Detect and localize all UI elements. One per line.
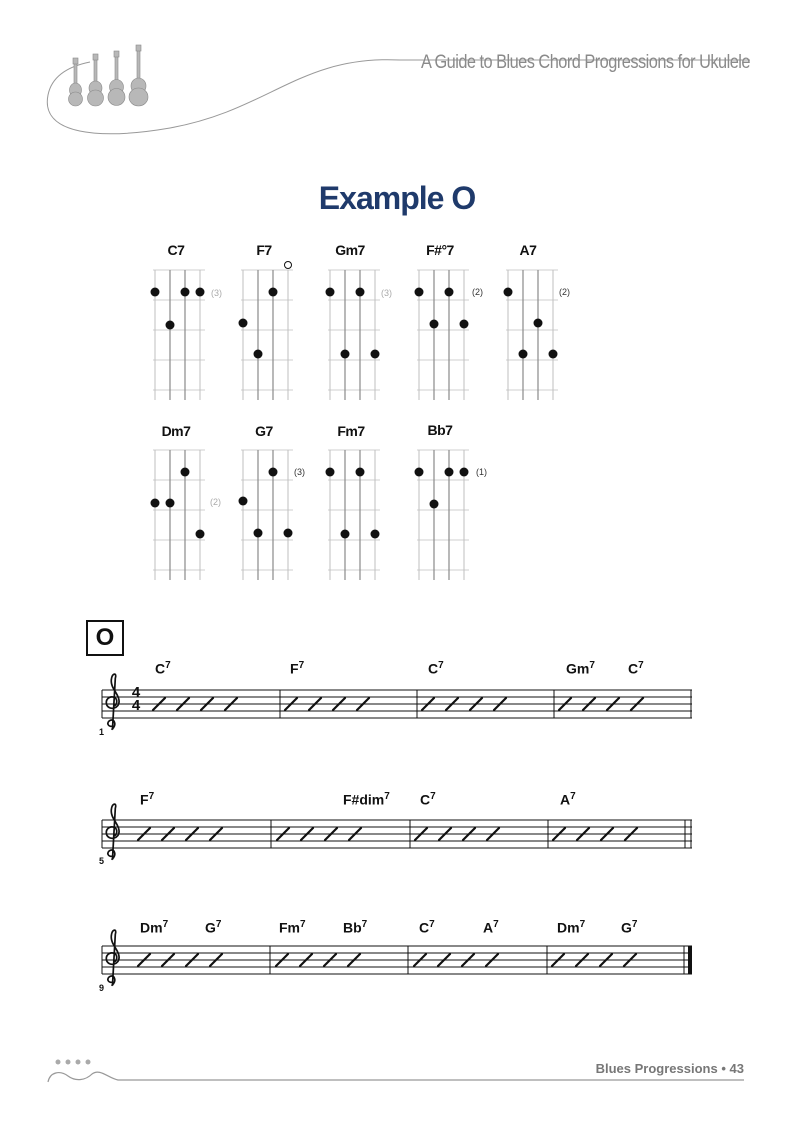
chord-symbol: Fm$^7$ <box>279 919 306 936</box>
chord-diagram-dm7 <box>151 450 206 580</box>
chord-diagram-fm7 <box>326 450 381 580</box>
chord-name: G7 <box>255 423 273 439</box>
footer-separator: • <box>721 1061 726 1076</box>
chord-diagram-f7 <box>239 262 294 401</box>
chord-symbol: Dm$^7$ <box>140 919 169 936</box>
example-number-box: O <box>86 620 124 656</box>
treble-clef <box>106 804 119 860</box>
lead-sheet <box>0 600 794 1020</box>
chord-diagram-c7 <box>151 270 206 400</box>
header-title: A Guide to Blues Chord Progressions for Ukulele <box>420 52 750 73</box>
chord-diagram-fsharp-dim7 <box>415 270 470 400</box>
chord-name: F7 <box>256 242 272 258</box>
fret-position-note: (3) <box>381 288 392 298</box>
measure-number: 5 <box>99 856 105 866</box>
chord-diagram-bb7 <box>415 450 470 580</box>
chord-name: Fm7 <box>337 423 365 439</box>
staff-system-2 <box>102 804 692 860</box>
chord-symbol: $A^7$ <box>560 791 576 808</box>
chord-symbol: Dm$^7$ <box>557 919 586 936</box>
chord-name: A7 <box>519 242 537 258</box>
chord-diagram-gm7 <box>326 270 381 400</box>
staff-system-3 <box>102 930 692 986</box>
treble-clef <box>106 674 119 730</box>
chord-symbol: $F^7$ <box>290 660 305 677</box>
footer-page-number: 43 <box>729 1061 744 1076</box>
time-signature-bottom: 4 <box>131 697 141 714</box>
footer-section: Blues Progressions <box>595 1061 718 1076</box>
chord-symbol: F#dim$^7$ <box>343 791 390 808</box>
chord-symbol: $C^7$ <box>155 660 171 677</box>
fret-position-note: (2) <box>210 497 221 507</box>
chord-symbol: $C^7$ <box>419 919 435 936</box>
chord-name: Dm7 <box>161 423 191 439</box>
measure-number: 1 <box>99 727 105 737</box>
chord-symbol: $C^7$ <box>428 660 444 677</box>
measure-number: 9 <box>99 983 105 993</box>
chord-symbol: $A^7$ <box>483 919 499 936</box>
chord-symbol: Gm$^7$ <box>566 660 595 677</box>
chord-name: C7 <box>167 242 185 258</box>
fret-position-note: (2) <box>472 287 483 297</box>
chord-symbol: $C^7$ <box>420 791 436 808</box>
footer-page-label <box>596 1061 744 1076</box>
chord-name: F#°7 <box>426 242 454 258</box>
chord-name: Gm7 <box>335 242 365 258</box>
time-signature <box>130 686 142 712</box>
chord-symbol: $C^7$ <box>628 660 644 677</box>
fret-position-note: (3) <box>211 288 222 298</box>
chord-diagram-a7 <box>504 270 559 400</box>
fret-position-note: (1) <box>476 467 487 477</box>
page-title: Example O <box>318 180 476 216</box>
treble-clef <box>106 930 119 986</box>
chord-symbol: $G^7$ <box>205 919 222 936</box>
chord-symbol: Bb$^7$ <box>343 919 368 936</box>
fret-position-note: (3) <box>294 467 305 477</box>
staff-system-1 <box>102 674 692 730</box>
chord-symbol: $G^7$ <box>621 919 638 936</box>
fret-position-note: (2) <box>559 287 570 297</box>
chord-symbol: $F^7$ <box>140 791 155 808</box>
chord-name: Bb7 <box>427 422 453 438</box>
time-signature-top: 4 <box>131 684 141 701</box>
chord-diagram-g7 <box>239 450 294 580</box>
